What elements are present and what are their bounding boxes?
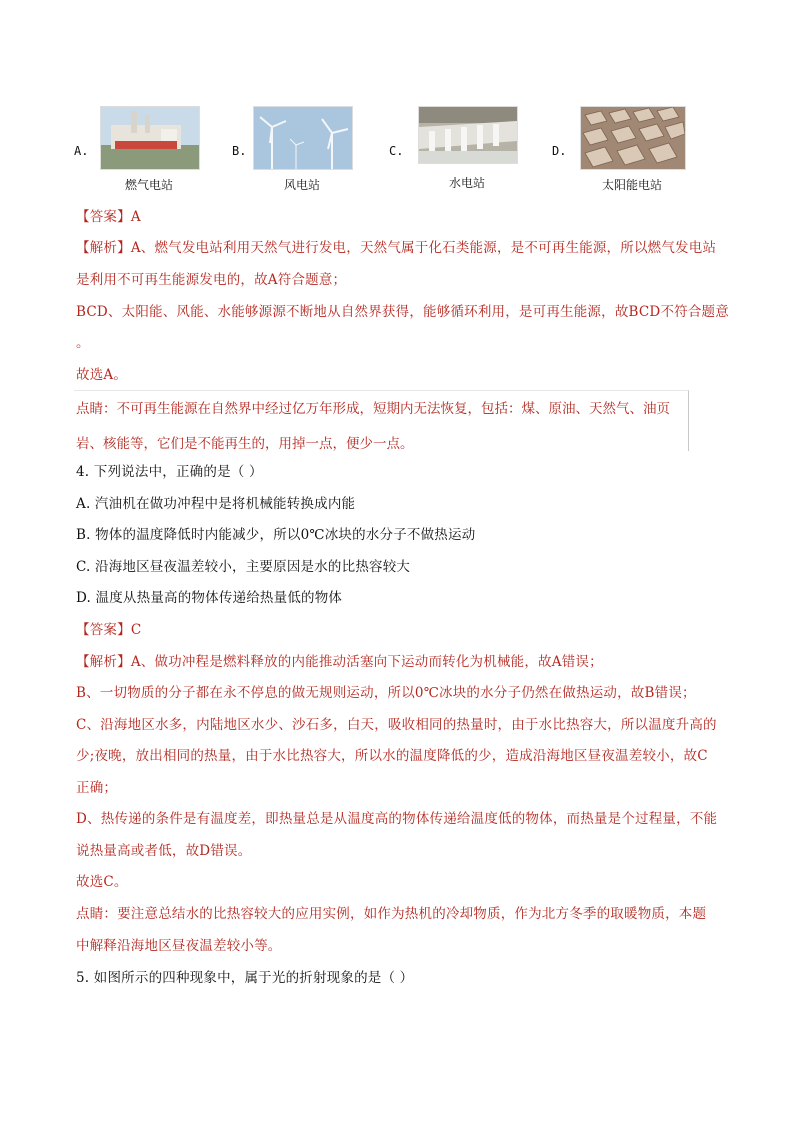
q4-stem: 4. 下列说法中，正确的是（ ） (76, 464, 263, 480)
q4-analysis-line-2: B、一切物质的分子都在永不停息的做无规则运动，所以0℃冰块的水分子仍然在做热运动，故B错误； (76, 685, 696, 701)
q4-analysis-line-5: 正确； (76, 780, 118, 796)
q3-answer-line (76, 207, 141, 227)
q4-note-line-2: 中解释沿海地区昼夜温差较小等。 (76, 938, 282, 954)
option-a-caption: 燃气电站 (124, 178, 173, 192)
q5-stem: 5. 如图所示的四种现象中，属于光的折射现象的是（ ） (76, 970, 414, 986)
q4-option-b: B. 物体的温度降低时内能减少，所以0℃冰块的水分子不做热运动 (76, 527, 476, 543)
q4-analysis-line-6: D、热传递的条件是有温度差，即热量总是从温度高的物体传递给温度低的物体，而热量是个过程量，不能 (76, 811, 718, 827)
q4-note-line-1: 点睛：要注意总结水的比热容较大的应用实例，如作为热机的冷却物质，作为北方冬季的取暖物质，本题 (76, 906, 707, 922)
q3-analysis-line-1 (76, 238, 716, 258)
q4-option-d: D. 温度从热量高的物体传递给热量低的物体 (76, 590, 343, 606)
q3-choose: 故选A。 (76, 367, 128, 383)
answer-value: C (130, 622, 142, 638)
q4-analysis-line-4: 少;夜晚，放出相同的热量，由于水比热容大，所以水的温度降低的少，造成沿海地区昼夜温差较小，故C (76, 748, 708, 764)
q4-option-c: C. 沿海地区昼夜温差较小，主要原因是水的比热容较大 (76, 559, 411, 575)
option-row (0, 106, 794, 192)
solar-power-station-image (580, 106, 686, 170)
q4-analysis-line-3: C、沿海地区水多，内陆地区水少、沙石多，白天，吸收相同的热量时，由于水比热容大，所以温度升高的 (76, 717, 717, 733)
q3-note-line-2: 岩、核能等，它们是不能再生的，用掉一点，便少一点。 (76, 436, 414, 452)
option-c-caption: 水电站 (448, 176, 485, 190)
option-b-caption: 风电站 (283, 178, 320, 192)
q3-analysis-line-2: 是利用不可再生能源发电的，故A符合题意； (76, 272, 347, 288)
answer-label: 【答案】 (76, 209, 131, 225)
hydro-power-station-image (418, 106, 518, 164)
q3-analysis-line-4: 。 (76, 335, 90, 351)
analysis-label: 【解析】 (76, 654, 131, 670)
q3-analysis-line-3: BCD、太阳能、风能、水能够源源不断地从自然界获得，能够循环利用，是可再生能源，故BCD不符合题意 (76, 304, 729, 320)
option-d-letter: D. (552, 144, 567, 158)
gas-power-station-image (100, 106, 200, 170)
q4-analysis-line-7: 说热量高或者低，故D错误。 (76, 843, 252, 859)
q4-choose: 故选C。 (76, 874, 128, 890)
analysis-text: A、燃气发电站利用天然气进行发电，天然气属于化石类能源，是不可再生能源，所以燃气发电站 (130, 240, 717, 256)
q4-answer-line (76, 620, 141, 640)
q4-analysis-line-1 (76, 652, 603, 672)
option-b-letter: B. (232, 144, 247, 158)
answer-value: A (130, 209, 141, 225)
answer-label: 【答案】 (76, 622, 131, 638)
analysis-label: 【解析】 (76, 240, 131, 256)
wind-power-station-image (253, 106, 353, 170)
option-d-caption: 太阳能电站 (601, 178, 662, 192)
q3-note-line-1: 点睛：不可再生能源在自然界中经过亿万年形成，短期内无法恢复，包括：煤、原油、天然气、油页 (76, 401, 670, 417)
analysis-text: A、做功冲程是燃料释放的内能推动活塞向下运动而转化为机械能，故A错误； (130, 654, 603, 670)
option-c-letter: C. (389, 144, 404, 158)
q4-option-a: A. 汽油机在做功冲程中是将机械能转换成内能 (76, 496, 356, 512)
option-a-letter: A. (74, 144, 89, 158)
